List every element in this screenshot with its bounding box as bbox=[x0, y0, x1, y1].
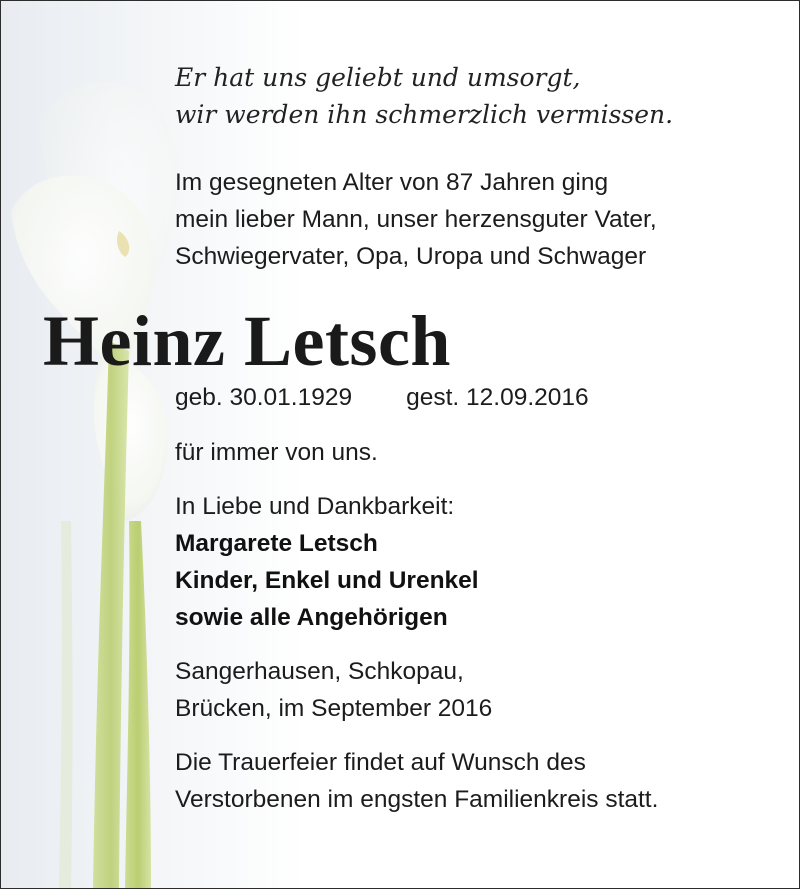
mourner-name: Kinder, Enkel und Urenkel bbox=[175, 567, 479, 594]
motto-line-2: wir werden ihn schmerzlich vermissen. bbox=[175, 100, 674, 129]
obituary-text-lower bbox=[175, 434, 779, 818]
deceased-name: Heinz Letsch bbox=[43, 301, 451, 381]
motto-line-1: Er hat uns geliebt und umsorgt, bbox=[175, 63, 581, 92]
place-line-2: Brücken, im September 2016 bbox=[175, 695, 493, 722]
mourner-name: Margarete Letsch bbox=[175, 530, 378, 557]
intro-line-1: Im gesegneten Alter von 87 Jahren ging bbox=[175, 169, 609, 196]
death-date: gest. 12.09.2016 bbox=[406, 384, 589, 411]
intro-line-2: mein lieber Mann, unser herzensguter Vater, bbox=[175, 206, 657, 233]
funeral-note-line-1: Die Trauerfeier findet auf Wunsch des bbox=[175, 749, 586, 776]
motto bbox=[175, 59, 779, 133]
funeral-note bbox=[175, 744, 779, 818]
place-line-1: Sangerhausen, Schkopau, bbox=[175, 658, 464, 685]
funeral-note-line-2: Verstorbenen im engsten Familienkreis statt. bbox=[175, 786, 659, 813]
mourners-heading: In Liebe und Dankbarkeit: bbox=[175, 493, 455, 520]
intro-paragraph bbox=[175, 164, 779, 275]
obituary-text-upper bbox=[175, 59, 779, 275]
place-date bbox=[175, 653, 779, 727]
mourners-block bbox=[175, 488, 779, 636]
mourner-name: sowie alle Angehörigen bbox=[175, 604, 448, 631]
passing-line: für immer von uns. bbox=[175, 439, 378, 466]
birth-date: geb. 30.01.1929 bbox=[175, 384, 353, 411]
intro-line-3: Schwiegervater, Opa, Uropa und Schwager bbox=[175, 243, 647, 270]
life-dates bbox=[175, 379, 589, 416]
